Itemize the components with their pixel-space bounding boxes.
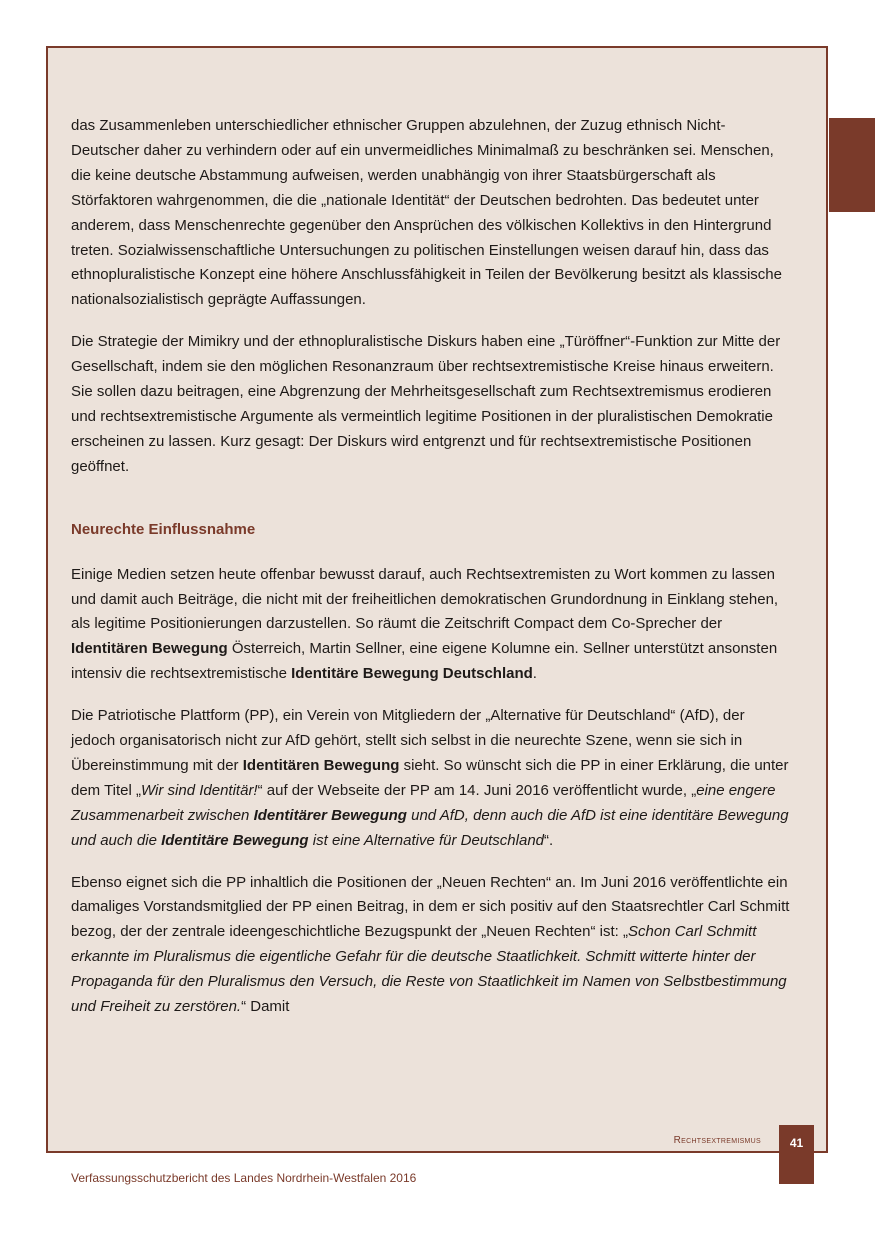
- bold-term: Identitären Bewegung: [71, 640, 228, 658]
- italic-quote: eine engere Zusammenarbeit zwischen: [71, 781, 776, 824]
- section-heading: Neurechte Einflussnahme: [71, 520, 256, 538]
- paragraph-5: [71, 871, 791, 1020]
- text-run: Österreich, Martin Sellner, eine eigene Kolumne ein. Sellner unterstützt ansonsten intensiv die rechtsextremistische: [71, 640, 778, 683]
- italic-quote: und AfD, denn auch die AfD ist eine identitäre Bewegung und auch die: [71, 806, 789, 849]
- text-run: sieht. So wünscht sich die PP in einer Erklärung, die unter dem Titel „: [71, 756, 789, 799]
- paragraph-3: [71, 563, 791, 688]
- paragraph-4: [71, 704, 791, 853]
- text-run: .: [532, 665, 537, 683]
- bold-term: Identitären Bewegung: [242, 756, 400, 774]
- text-run: Ebenso eignet sich die PP inhaltlich die Positionen der „Neuen Rechten“ an. Im Juni 2016 veröffentlichte ein damaliges Vorstandsmitglied der PP einen Beitrag, in dem er sich positiv auf den Staatsrechtler Carl Schmitt bezog, der der zentrale ideengeschichtliche Bezugspunkt der „Neuen Rechten“ ist: „: [71, 873, 790, 941]
- body-text: [71, 114, 791, 1037]
- chapter-marker-tab: [829, 118, 875, 212]
- italic-title: Wir sind Identitär!: [141, 781, 258, 799]
- text-run: Einige Medien setzen heute offenbar bewusst darauf, auch Rechtsextremisten zu Wort kommen zu lassen und damit auch Beiträge, die nicht mit der freiheitlichen demokratischen Grundordnung in Einklang stehen, als legitime Positionierungen darzustellen. So räumt die Zeitschrift Compact dem Co-Sprecher der: [71, 565, 779, 633]
- text-run: Die Patriotische Plattform (PP), ein Verein von Mitgliedern der „Alternative für Deutschland“ (AfD), der jedoch organisatorisch nicht zur AfD gehört, stellt sich selbst in die neurechte Szene, wenn sie sich in Übereinstimmung mit der: [71, 707, 745, 774]
- paragraph-1: das Zusammenleben unterschiedlicher ethnischer Gruppen abzulehnen, der Zuzug ethnisch Nicht-Deutscher daher zu verhindern oder auf ein unvermeidliches Minimalmaß zu beschränken sei. Menschen, die keine deutsche Abstammung aufweisen, werden unabhängig von ihrer Staatsbürgerschaft als Störfaktoren wahrgenommen, die die „nationale Identität“ der Deutschen bedrohten. Das bedeutet unter anderem, dass Menschenrechte gegenüber den Ansprüchen des völkischen Kollektivs in den Hintergrund treten. Sozialwissenschaftliche Untersuchungen zu politischen Einstellungen weisen darauf hin, dass das ethnopluralistische Konzept eine höhere Anschlussfähigkeit in Teilen der Bevölkerung besitzt als klassische nationalsozialistisch geprägte Auffassungen.: [71, 117, 782, 309]
- text-run: “.: [544, 831, 554, 849]
- bold-italic-term: Identitäre Bewegung: [161, 831, 309, 849]
- text-run: “ auf der Webseite der PP am 14. Juni 2016 veröffentlicht wurde, „: [257, 781, 697, 799]
- bold-term: Identitäre Bewegung Deutschland: [291, 665, 533, 683]
- paragraph-2: Die Strategie der Mimikry und der ethnopluralistische Diskurs haben eine „Türöffner“-Funktion zur Mitte der Gesellschaft, indem sie den möglichen Resonanzraum über rechtsextremistische Kreise hinaus erweitern. Sie sollen dazu beitragen, eine Abgrenzung der Mehrheitsgesellschaft zum Rechtsextremismus erodieren und rechtsextremistische Argumente als vermeintlich legitime Positionen in der pluralistischen Demokratie erscheinen zu lassen. Kurz gesagt: Der Diskurs wird entgrenzt und für rechtsextremistische Positionen geöffnet.: [71, 333, 781, 475]
- text-run: “ Damit: [241, 998, 290, 1016]
- italic-quote: Schon Carl Schmitt erkannte im Pluralismus die eigentliche Gefahr für die deutsche Staatlichkeit. Schmitt witterte hinter der Propaganda für den Pluralismus den Versuch, die Reste von Staatlichkeit im Namen von Selbstbestimmung und Freiheit zu zerstören.: [71, 923, 787, 1016]
- italic-quote: ist eine Alternative für Deutschland: [308, 831, 545, 849]
- document-title-footer: Verfassungsschutzbericht des Landes Nordrhein-Westfalen 2016: [71, 1171, 417, 1185]
- bold-italic-term: Identitärer Bewegung: [253, 806, 407, 824]
- running-section-title: Rechtsextremismus: [673, 1135, 761, 1146]
- page-number: 41: [779, 1125, 814, 1184]
